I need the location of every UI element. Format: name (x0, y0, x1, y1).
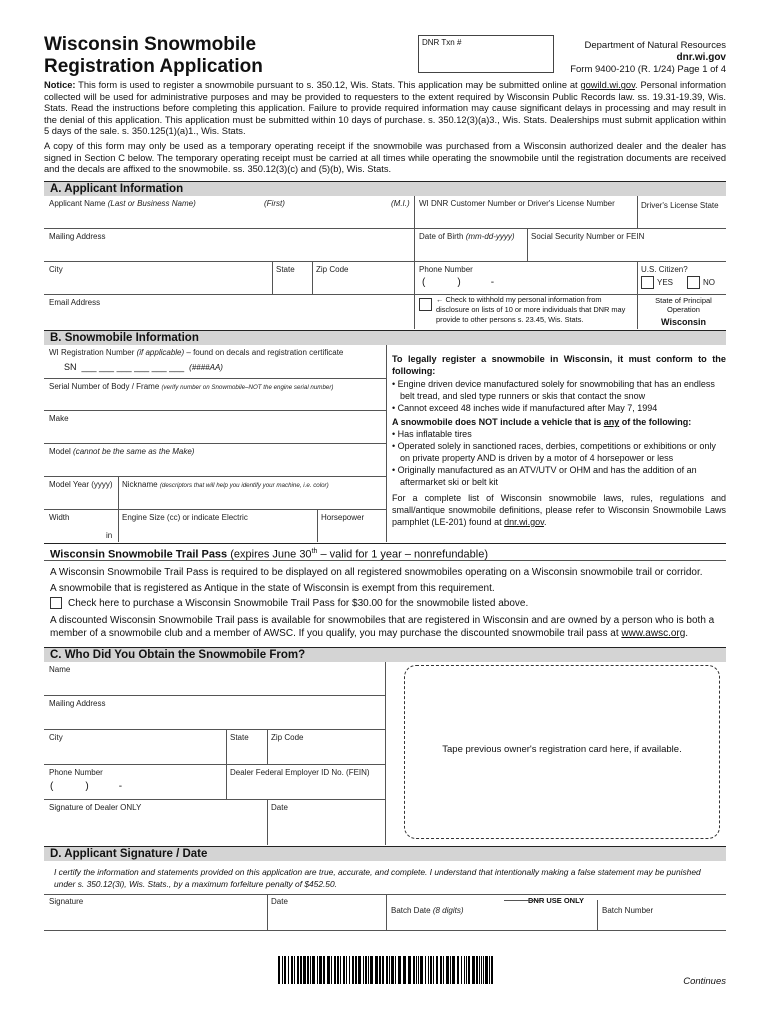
barcode-bar (355, 956, 357, 984)
barcode-bar (468, 956, 470, 984)
trail-pass-purchase-row (50, 596, 726, 612)
barcode-bar (425, 956, 426, 984)
model-field[interactable]: Model (cannot be the same as the Make) (49, 447, 195, 456)
certification-text: I certify the information and statements provided on this application are true, accurate, and complete. I understand that intentionally making a false statement may be punished under s. 350.12(3i), Wis. Stats., by a maximum forfeiture penalty of $452.50. (54, 867, 701, 889)
barcode-bar (382, 956, 384, 984)
trail-pass-body (50, 565, 726, 640)
barcode-bar (489, 956, 490, 984)
complete-list-text: For a complete list of Wisconsin snowmobile laws, rules, regulations and small/antique snowmobile definitions, please refer to Wisconsin Snowmobile Laws pamphlet (LE-201) found at dnr.wi.gov. (392, 493, 726, 527)
barcode-bar (346, 956, 347, 984)
engine-size-field[interactable]: Engine Size (cc) or indicate Electric (122, 513, 248, 522)
dl-state-field[interactable]: Driver's License State (641, 201, 719, 210)
barcode-bar (395, 956, 396, 984)
phone-format: ( ) - (422, 277, 495, 288)
barcode-bar (307, 956, 309, 984)
barcode-bar (389, 956, 390, 984)
zip-field[interactable]: Zip Code (316, 265, 349, 274)
seller-state-field[interactable]: State (230, 733, 249, 742)
barcode-bar (323, 956, 325, 984)
barcode-bar (418, 956, 419, 984)
section-c-header: C. Who Did You Obtain the Snowmobile From? (44, 647, 726, 662)
form-number: Form 9400-210 (R. 1/24) Page 1 of 4 (570, 64, 726, 75)
nickname-field[interactable]: Nickname (descriptors that will help you identify your machine, i.e. color) (122, 480, 329, 489)
arrow-left-icon: ← (436, 295, 444, 304)
barcode-bar (319, 956, 322, 984)
barcode-bar (343, 956, 345, 984)
barcode-bar (391, 956, 394, 984)
city-field[interactable]: City (49, 265, 63, 274)
section-d-header: D. Applicant Signature / Date (44, 846, 726, 861)
tape-instructions: Tape previous owner's registration card here, if available. (442, 744, 682, 755)
horsepower-field[interactable]: Horsepower (321, 513, 365, 522)
dnr-txn-label: DNR Txn # (422, 38, 462, 47)
barcode-bar (331, 956, 332, 984)
width-field[interactable]: Width (49, 513, 70, 522)
barcode-bar (337, 956, 339, 984)
trail-pass-line2: A snowmobile that is registered as Antique in the state of Wisconsin is exempt from this requirement. (50, 582, 495, 594)
seller-name-field[interactable]: Name (49, 665, 71, 674)
barcode-bar (452, 956, 455, 984)
department-website: dnr.wi.gov (676, 52, 726, 63)
section-b-grid (44, 345, 726, 542)
applicant-signature-field[interactable]: Signature (49, 897, 84, 906)
barcode-bar (491, 956, 493, 984)
barcode-bar (461, 956, 462, 984)
awsc-link[interactable]: www.awsc.org (621, 627, 686, 639)
dob-field[interactable]: Date of Birth (mm-dd-yyyy) (419, 232, 515, 241)
barcode-bar (483, 956, 484, 984)
barcode-bar (450, 956, 451, 984)
seller-mailing-field[interactable]: Mailing Address (49, 699, 106, 708)
barcode-bar (413, 956, 415, 984)
barcode-bar (358, 956, 361, 984)
section-d-grid (44, 894, 726, 930)
barcode-bar (436, 956, 438, 984)
barcode-bar (363, 956, 364, 984)
seller-zip-field[interactable]: Zip Code (271, 733, 304, 742)
trail-pass-checkbox[interactable] (50, 597, 62, 609)
barcode-bar (368, 956, 369, 984)
legal-item: • Engine driven device manufactured solely for snowmobiling that has an endless belt tread, and sled type runners or skis that contact the snow (392, 379, 715, 401)
continues-label: Continues (683, 976, 726, 987)
notice-paragraph: Notice: This form is used to register a snowmobile pursuant to s. 350.12, Wis. Stats. This application may be submitted online at gowild.wi.gov. Personal information collected will be used for administrative purposes and may be provided to requesters to the extent required by Wisconsin Public Records law. ss. 19.31-19.39, Wis. Stats. Read the instructions before completing this application. Failure to provide required information may cause significant delays in processing and may result in the denial of this application. This application must be submitted within 10 days of purchase. s. 350.12(3)(a)3., Wis. Stats. Dealerships must submit application within 5 days of the sale. s. 350.125(1)(a)1., Wis. Stats. (44, 80, 726, 137)
barcode-bar (428, 956, 429, 984)
batch-date-field[interactable]: Batch Date (8 digits) (391, 906, 464, 915)
citizen-label: U.S. Citizen? (641, 265, 688, 274)
barcode-bar (352, 956, 354, 984)
citizen-yes-label: YES (657, 278, 674, 287)
section-a-header: A. Applicant Information (44, 181, 726, 196)
citizen-yes-checkbox[interactable] (641, 276, 654, 289)
principal-operation-label: State of Principal Operation (655, 296, 712, 314)
seller-phone-field[interactable]: Phone Number (49, 768, 103, 777)
trail-pass-line1: A Wisconsin Snowmobile Trail Pass is required to be displayed on all registered snowmobiles operating on a Wisconsin snowmobile trail or corridor. (50, 567, 703, 578)
citizen-no-label: NO (703, 278, 715, 287)
barcode-bar (443, 956, 444, 984)
ssn-field[interactable]: Social Security Number or FEIN (531, 232, 645, 241)
wi-registration-field[interactable]: WI Registration Number (if applicable) – found on decals and registration certificate (49, 348, 344, 357)
phone-field[interactable]: Phone Number (419, 265, 473, 274)
barcode-bar (317, 956, 318, 984)
barcode-bar (370, 956, 373, 984)
barcode-bar (433, 956, 434, 984)
barcode-bar (386, 956, 388, 984)
legal-item: • Cannot exceed 48 inches wide if manufactured after May 7, 1994 (392, 403, 658, 413)
barcode-bar (379, 956, 381, 984)
barcode-bar (312, 956, 315, 984)
barcode-bar (481, 956, 482, 984)
barcode-bar (300, 956, 302, 984)
barcode (278, 956, 494, 984)
applicant-date-field[interactable]: Date (271, 897, 288, 906)
barcode-bar (303, 956, 306, 984)
sn-entry[interactable]: SN ___ ___ ___ ___ ___ ___ (####AA) (64, 362, 223, 372)
seller-phone-format: ( ) - (50, 781, 123, 792)
dnr-txn-field[interactable] (418, 35, 554, 73)
email-field[interactable]: Email Address (49, 298, 101, 307)
citizen-no-checkbox[interactable] (687, 276, 700, 289)
barcode-bar (457, 956, 459, 984)
seller-city-field[interactable]: City (49, 733, 63, 742)
not-item: • Originally manufactured as an ATV/UTV or OHM and has the addition of an aftermarket ski or belt kit (392, 465, 697, 487)
barcode-bar (340, 956, 341, 984)
dealer-signature-field[interactable]: Signature of Dealer ONLY (49, 803, 142, 812)
barcode-bar (420, 956, 423, 984)
mi-label: (M.I.) (391, 199, 410, 208)
mailing-address-field[interactable]: Mailing Address (49, 232, 106, 241)
barcode-bar (327, 956, 330, 984)
not-heading: A snowmobile does NOT include a vehicle that is any of the following: (392, 417, 692, 427)
legal-heading: To legally register a snowmobile in Wisconsin, it must conform to the following: (392, 354, 726, 376)
barcode-bar (403, 956, 406, 984)
barcode-bar (440, 956, 442, 984)
temporary-receipt-paragraph: A copy of this form may only be used as a temporary operating receipt if the snowmobile was purchased from a Wisconsin authorized dealer and the dealer has signed in Section C below. The temporary operating receipt must be carried at all times while operating the snowmobile until the registration documents are received and the decals are affixed to the snowmobile. ss. 350.12(3)(c) and (5)(b), Wis. Stats. (44, 141, 726, 175)
barcode-bar (297, 956, 299, 984)
dealer-fein-field[interactable]: Dealer Federal Employer ID No. (FEIN) (230, 768, 370, 777)
barcode-bar (430, 956, 432, 984)
legal-requirements (392, 353, 726, 528)
withhold-text: ← Check to withhold my personal information from disclosure on lists of 10 or more individuals that DNR may provide to other persons s. 23.45, Wis. Stats. (436, 295, 626, 324)
barcode-bar (284, 956, 286, 984)
barcode-bar (476, 956, 478, 984)
withhold-checkbox[interactable] (419, 298, 432, 311)
barcode-bar (464, 956, 465, 984)
not-item: • Operated solely in sanctioned races, derbies, competitions or exhibitions or only on private property AND is driven by a motor of 4 horsepower or less (392, 441, 716, 463)
dnr-link[interactable]: dnr.wi.gov (504, 517, 544, 527)
barcode-bar (479, 956, 480, 984)
barcode-bar (408, 956, 411, 984)
barcode-bar (278, 956, 280, 984)
dealer-date-field[interactable]: Date (271, 803, 288, 812)
make-field[interactable]: Make (49, 414, 69, 423)
width-unit: in (106, 531, 113, 540)
batch-number-field[interactable]: Batch Number (602, 906, 654, 915)
barcode-bar (365, 956, 367, 984)
state-field[interactable]: State (276, 265, 295, 274)
barcode-bar (472, 956, 475, 984)
applicant-name-field[interactable]: Applicant Name (Last or Business Name) (49, 199, 196, 208)
barcode-bar (416, 956, 417, 984)
first-name-label: (First) (264, 199, 285, 208)
form-title: Wisconsin Snowmobile Registration Application (44, 34, 263, 77)
department-name: Department of Natural Resources (584, 40, 726, 51)
barcode-bar (334, 956, 336, 984)
trail-pass-checkbox-label: Check here to purchase a Wisconsin Snowmobile Trail Pass for $30.00 for the snowmobile listed above. (68, 598, 529, 609)
trail-pass-header: Wisconsin Snowmobile Trail Pass (expires June 30th – valid for 1 year – nonrefundable) (44, 543, 726, 561)
barcode-bar (349, 956, 350, 984)
customer-number-field[interactable]: WI DNR Customer Number or Driver's License Number (419, 199, 615, 208)
section-b-header: B. Snowmobile Information (44, 330, 726, 345)
barcode-bar (375, 956, 378, 984)
barcode-bar (398, 956, 401, 984)
barcode-bar (288, 956, 289, 984)
barcode-bar (282, 956, 283, 984)
principal-operation-value: Wisconsin (661, 317, 706, 327)
trail-pass-discount: A discounted Wisconsin Snowmobile Trail pass is available for snowmobiles that are registered in Wisconsin and are owned by a person who is both a member of a snowmobile club and a member of AWSC. If you qualify, you may purchase the discounted snowmobile trail pass at www.awsc.org. (50, 614, 715, 639)
not-item: • Has inflatable tires (392, 429, 472, 439)
section-c-grid (44, 662, 726, 845)
barcode-bar (466, 956, 467, 984)
section-a-grid (44, 196, 726, 329)
model-year-field[interactable]: Model Year (yyyy) (49, 480, 113, 489)
gowild-link[interactable]: gowild.wi.gov (580, 80, 636, 90)
department-block (570, 40, 726, 76)
serial-number-field[interactable]: Serial Number of Body / Frame (verify number on Snowmobile–NOT the engine serial number) (49, 382, 334, 391)
barcode-bar (294, 956, 295, 984)
barcode-bar (310, 956, 311, 984)
barcode-bar (446, 956, 449, 984)
dnr-use-only-label: DNR USE ONLY (528, 896, 584, 905)
barcode-bar (291, 956, 293, 984)
barcode-bar (485, 956, 488, 984)
